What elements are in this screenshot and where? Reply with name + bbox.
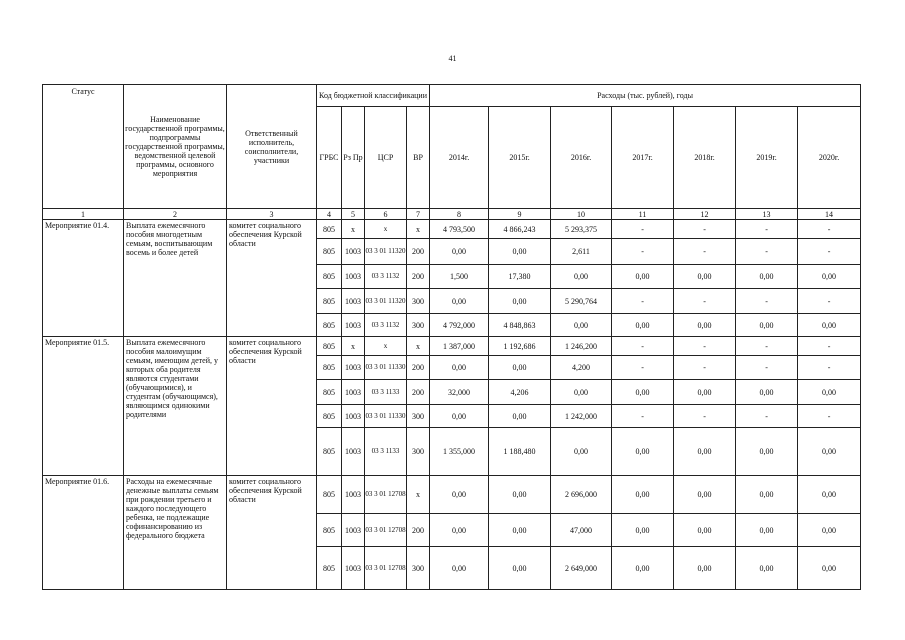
rzpr-cell: 1003 (342, 547, 365, 590)
value-cell: - (736, 405, 798, 428)
value-cell: - (612, 220, 674, 239)
value-cell: - (612, 356, 674, 380)
rzpr-cell: 1003 (342, 514, 365, 547)
value-cell: 0,00 (798, 428, 861, 476)
value-cell: 0,00 (489, 356, 551, 380)
value-cell: - (736, 356, 798, 380)
csr-cell: 03 3 1132 (365, 314, 407, 337)
column-number: 4 (317, 209, 342, 220)
value-cell: - (736, 239, 798, 265)
header-year: 2018г. (674, 107, 736, 209)
value-cell: 0,00 (736, 476, 798, 514)
csr-cell: 03 3 01 11320 (365, 239, 407, 265)
column-number: 12 (674, 209, 736, 220)
page-number: 41 (448, 54, 457, 63)
rzpr-cell: 1003 (342, 405, 365, 428)
value-cell: - (674, 220, 736, 239)
executor-cell: комитет социального обеспечения Курской области (227, 476, 317, 590)
vr-cell: 200 (407, 265, 430, 289)
value-cell: 0,00 (430, 289, 489, 314)
value-cell: 0,00 (736, 380, 798, 405)
table-row (43, 337, 861, 356)
vr-cell: 300 (407, 428, 430, 476)
value-cell: 1 246,200 (551, 337, 612, 356)
value-cell: 0,00 (489, 547, 551, 590)
value-cell: 0,00 (736, 428, 798, 476)
grbs-cell: 805 (317, 405, 342, 428)
value-cell: 1 192,686 (489, 337, 551, 356)
header-year: 2020г. (798, 107, 861, 209)
csr-cell: х (365, 337, 407, 356)
vr-cell: х (407, 476, 430, 514)
value-cell: 2,611 (551, 239, 612, 265)
grbs-cell: 805 (317, 314, 342, 337)
csr-cell: 03 3 01 12708 (365, 547, 407, 590)
value-cell: 0,00 (612, 514, 674, 547)
value-cell: 0,00 (736, 314, 798, 337)
value-cell: 47,000 (551, 514, 612, 547)
value-cell: 17,380 (489, 265, 551, 289)
value-cell: 4 866,243 (489, 220, 551, 239)
value-cell: 0,00 (674, 380, 736, 405)
vr-cell: х (407, 337, 430, 356)
value-cell: - (798, 220, 861, 239)
value-cell: 0,00 (551, 428, 612, 476)
grbs-cell: 805 (317, 220, 342, 239)
value-cell: 0,00 (551, 314, 612, 337)
vr-cell: 300 (407, 289, 430, 314)
value-cell: 0,00 (430, 547, 489, 590)
vr-cell: 300 (407, 405, 430, 428)
rzpr-cell: 1003 (342, 476, 365, 514)
value-cell: 0,00 (612, 314, 674, 337)
grbs-cell: 805 (317, 428, 342, 476)
value-cell: - (612, 239, 674, 265)
value-cell: - (612, 289, 674, 314)
value-cell: 0,00 (736, 547, 798, 590)
grbs-cell: 805 (317, 547, 342, 590)
grbs-cell: 805 (317, 380, 342, 405)
header-budget-code: Код бюджетной классификации (317, 85, 430, 107)
executor-cell: комитет социального обеспечения Курской области (227, 337, 317, 476)
value-cell: 0,00 (736, 265, 798, 289)
value-cell: 0,00 (674, 547, 736, 590)
status-cell: Мероприятие 01.6. (43, 476, 124, 590)
vr-cell: 200 (407, 239, 430, 265)
value-cell: 0,00 (798, 514, 861, 547)
value-cell: 0,00 (674, 476, 736, 514)
grbs-cell: 805 (317, 265, 342, 289)
value-cell: 0,00 (489, 514, 551, 547)
value-cell: 0,00 (674, 514, 736, 547)
vr-cell: 200 (407, 380, 430, 405)
value-cell: 0,00 (736, 514, 798, 547)
name-cell: Расходы на ежемесячные денежные выплаты семьям при рождении третьего и каждого последующего ребенка, не подлежащие софинансированию из федерального бюджета (124, 476, 227, 590)
column-number: 5 (342, 209, 365, 220)
value-cell: - (612, 337, 674, 356)
value-cell: 0,00 (489, 476, 551, 514)
value-cell: 0,00 (674, 265, 736, 289)
rzpr-cell: 1003 (342, 314, 365, 337)
header-executor: Ответственный исполнитель, соисполнители, участники (227, 85, 317, 209)
value-cell: 0,00 (798, 265, 861, 289)
value-cell: 0,00 (612, 428, 674, 476)
table-row (43, 476, 861, 514)
value-cell: 0,00 (798, 314, 861, 337)
csr-cell: 03 3 01 11330 (365, 405, 407, 428)
value-cell: 0,00 (612, 380, 674, 405)
value-cell: 0,00 (489, 289, 551, 314)
name-cell: Выплата ежемесячного пособия малоимущим семьям, имеющим детей, у которых оба родителя являются студентами (обучающимися), и студентам (обучающимся), являющимся одинокими родителями (124, 337, 227, 476)
rzpr-cell: х (342, 220, 365, 239)
value-cell: 0,00 (612, 476, 674, 514)
value-cell: 4 792,000 (430, 314, 489, 337)
column-number: 14 (798, 209, 861, 220)
value-cell: 4 793,500 (430, 220, 489, 239)
value-cell: - (674, 289, 736, 314)
grbs-cell: 805 (317, 239, 342, 265)
column-number: 11 (612, 209, 674, 220)
name-cell: Выплата ежемесячного пособия многодетным семьям, воспитывающим восемь и более детей (124, 220, 227, 337)
header-status: Статус (43, 85, 124, 209)
column-number: 10 (551, 209, 612, 220)
grbs-cell: 805 (317, 514, 342, 547)
vr-cell: 200 (407, 356, 430, 380)
csr-cell: 03 3 1132 (365, 265, 407, 289)
value-cell: 4,200 (551, 356, 612, 380)
value-cell: - (674, 405, 736, 428)
status-cell: Мероприятие 01.5. (43, 337, 124, 476)
value-cell: 0,00 (674, 314, 736, 337)
status-cell: Мероприятие 01.4. (43, 220, 124, 337)
value-cell: 0,00 (489, 405, 551, 428)
header-grbs: ГРБС (317, 107, 342, 209)
value-cell: 4,206 (489, 380, 551, 405)
value-cell: 0,00 (430, 514, 489, 547)
value-cell: 0,00 (612, 265, 674, 289)
value-cell: - (798, 405, 861, 428)
value-cell: 1 355,000 (430, 428, 489, 476)
column-number: 7 (407, 209, 430, 220)
value-cell: 0,00 (430, 239, 489, 265)
table-row (43, 220, 861, 239)
value-cell: 0,00 (430, 476, 489, 514)
value-cell: 5 290,764 (551, 289, 612, 314)
column-number: 9 (489, 209, 551, 220)
value-cell: 0,00 (798, 380, 861, 405)
header-year: 2016г. (551, 107, 612, 209)
vr-cell: 200 (407, 514, 430, 547)
value-cell: - (798, 356, 861, 380)
value-cell: 0,00 (430, 405, 489, 428)
value-cell: 0,00 (798, 476, 861, 514)
value-cell: 4 848,863 (489, 314, 551, 337)
rzpr-cell: 1003 (342, 428, 365, 476)
value-cell: - (736, 289, 798, 314)
header-rzpr: Рз Пр (342, 107, 365, 209)
vr-cell: 300 (407, 547, 430, 590)
value-cell: - (798, 239, 861, 265)
value-cell: 0,00 (551, 380, 612, 405)
header-expenses: Расходы (тыс. рублей), годы (430, 85, 861, 107)
grbs-cell: 805 (317, 476, 342, 514)
value-cell: 0,00 (430, 356, 489, 380)
column-numbers-row (43, 209, 861, 220)
value-cell: 0,00 (798, 547, 861, 590)
rzpr-cell: 1003 (342, 289, 365, 314)
budget-table (42, 84, 861, 590)
column-number: 1 (43, 209, 124, 220)
header-csr: ЦСР (365, 107, 407, 209)
csr-cell: 03 3 1133 (365, 428, 407, 476)
value-cell: 1 387,000 (430, 337, 489, 356)
value-cell: 0,00 (674, 428, 736, 476)
csr-cell: 03 3 01 11330 (365, 356, 407, 380)
grbs-cell: 805 (317, 289, 342, 314)
value-cell: - (674, 356, 736, 380)
executor-cell: комитет социального обеспечения Курской области (227, 220, 317, 337)
value-cell: 2 696,000 (551, 476, 612, 514)
value-cell: - (798, 289, 861, 314)
grbs-cell: 805 (317, 337, 342, 356)
rzpr-cell: 1003 (342, 380, 365, 405)
value-cell: 0,00 (612, 547, 674, 590)
header-year: 2014г. (430, 107, 489, 209)
value-cell: 0,00 (489, 239, 551, 265)
column-number: 6 (365, 209, 407, 220)
rzpr-cell: х (342, 337, 365, 356)
value-cell: - (674, 239, 736, 265)
value-cell: 2 649,000 (551, 547, 612, 590)
value-cell: 0,00 (551, 265, 612, 289)
value-cell: 1,500 (430, 265, 489, 289)
rzpr-cell: 1003 (342, 265, 365, 289)
column-number: 13 (736, 209, 798, 220)
value-cell: - (798, 337, 861, 356)
rzpr-cell: 1003 (342, 239, 365, 265)
column-number: 3 (227, 209, 317, 220)
csr-cell: 03 3 01 12708 (365, 514, 407, 547)
csr-cell: 03 3 01 11320 (365, 289, 407, 314)
csr-cell: х (365, 220, 407, 239)
csr-cell: 03 3 1133 (365, 380, 407, 405)
header-name: Наименование государственной программы, подпрограммы государственной программы, ведомственной целевой программы, основного мероприятия (124, 85, 227, 209)
header-year: 2019г. (736, 107, 798, 209)
header-year: 2017г. (612, 107, 674, 209)
value-cell: - (736, 220, 798, 239)
header-year: 2015г. (489, 107, 551, 209)
value-cell: - (674, 337, 736, 356)
column-number: 8 (430, 209, 489, 220)
value-cell: 1 242,000 (551, 405, 612, 428)
grbs-cell: 805 (317, 356, 342, 380)
vr-cell: х (407, 220, 430, 239)
csr-cell: 03 3 01 12708 (365, 476, 407, 514)
rzpr-cell: 1003 (342, 356, 365, 380)
column-number: 2 (124, 209, 227, 220)
value-cell: - (736, 337, 798, 356)
header-vr: ВР (407, 107, 430, 209)
value-cell: - (612, 405, 674, 428)
vr-cell: 300 (407, 314, 430, 337)
value-cell: 32,000 (430, 380, 489, 405)
value-cell: 5 293,375 (551, 220, 612, 239)
value-cell: 1 188,480 (489, 428, 551, 476)
